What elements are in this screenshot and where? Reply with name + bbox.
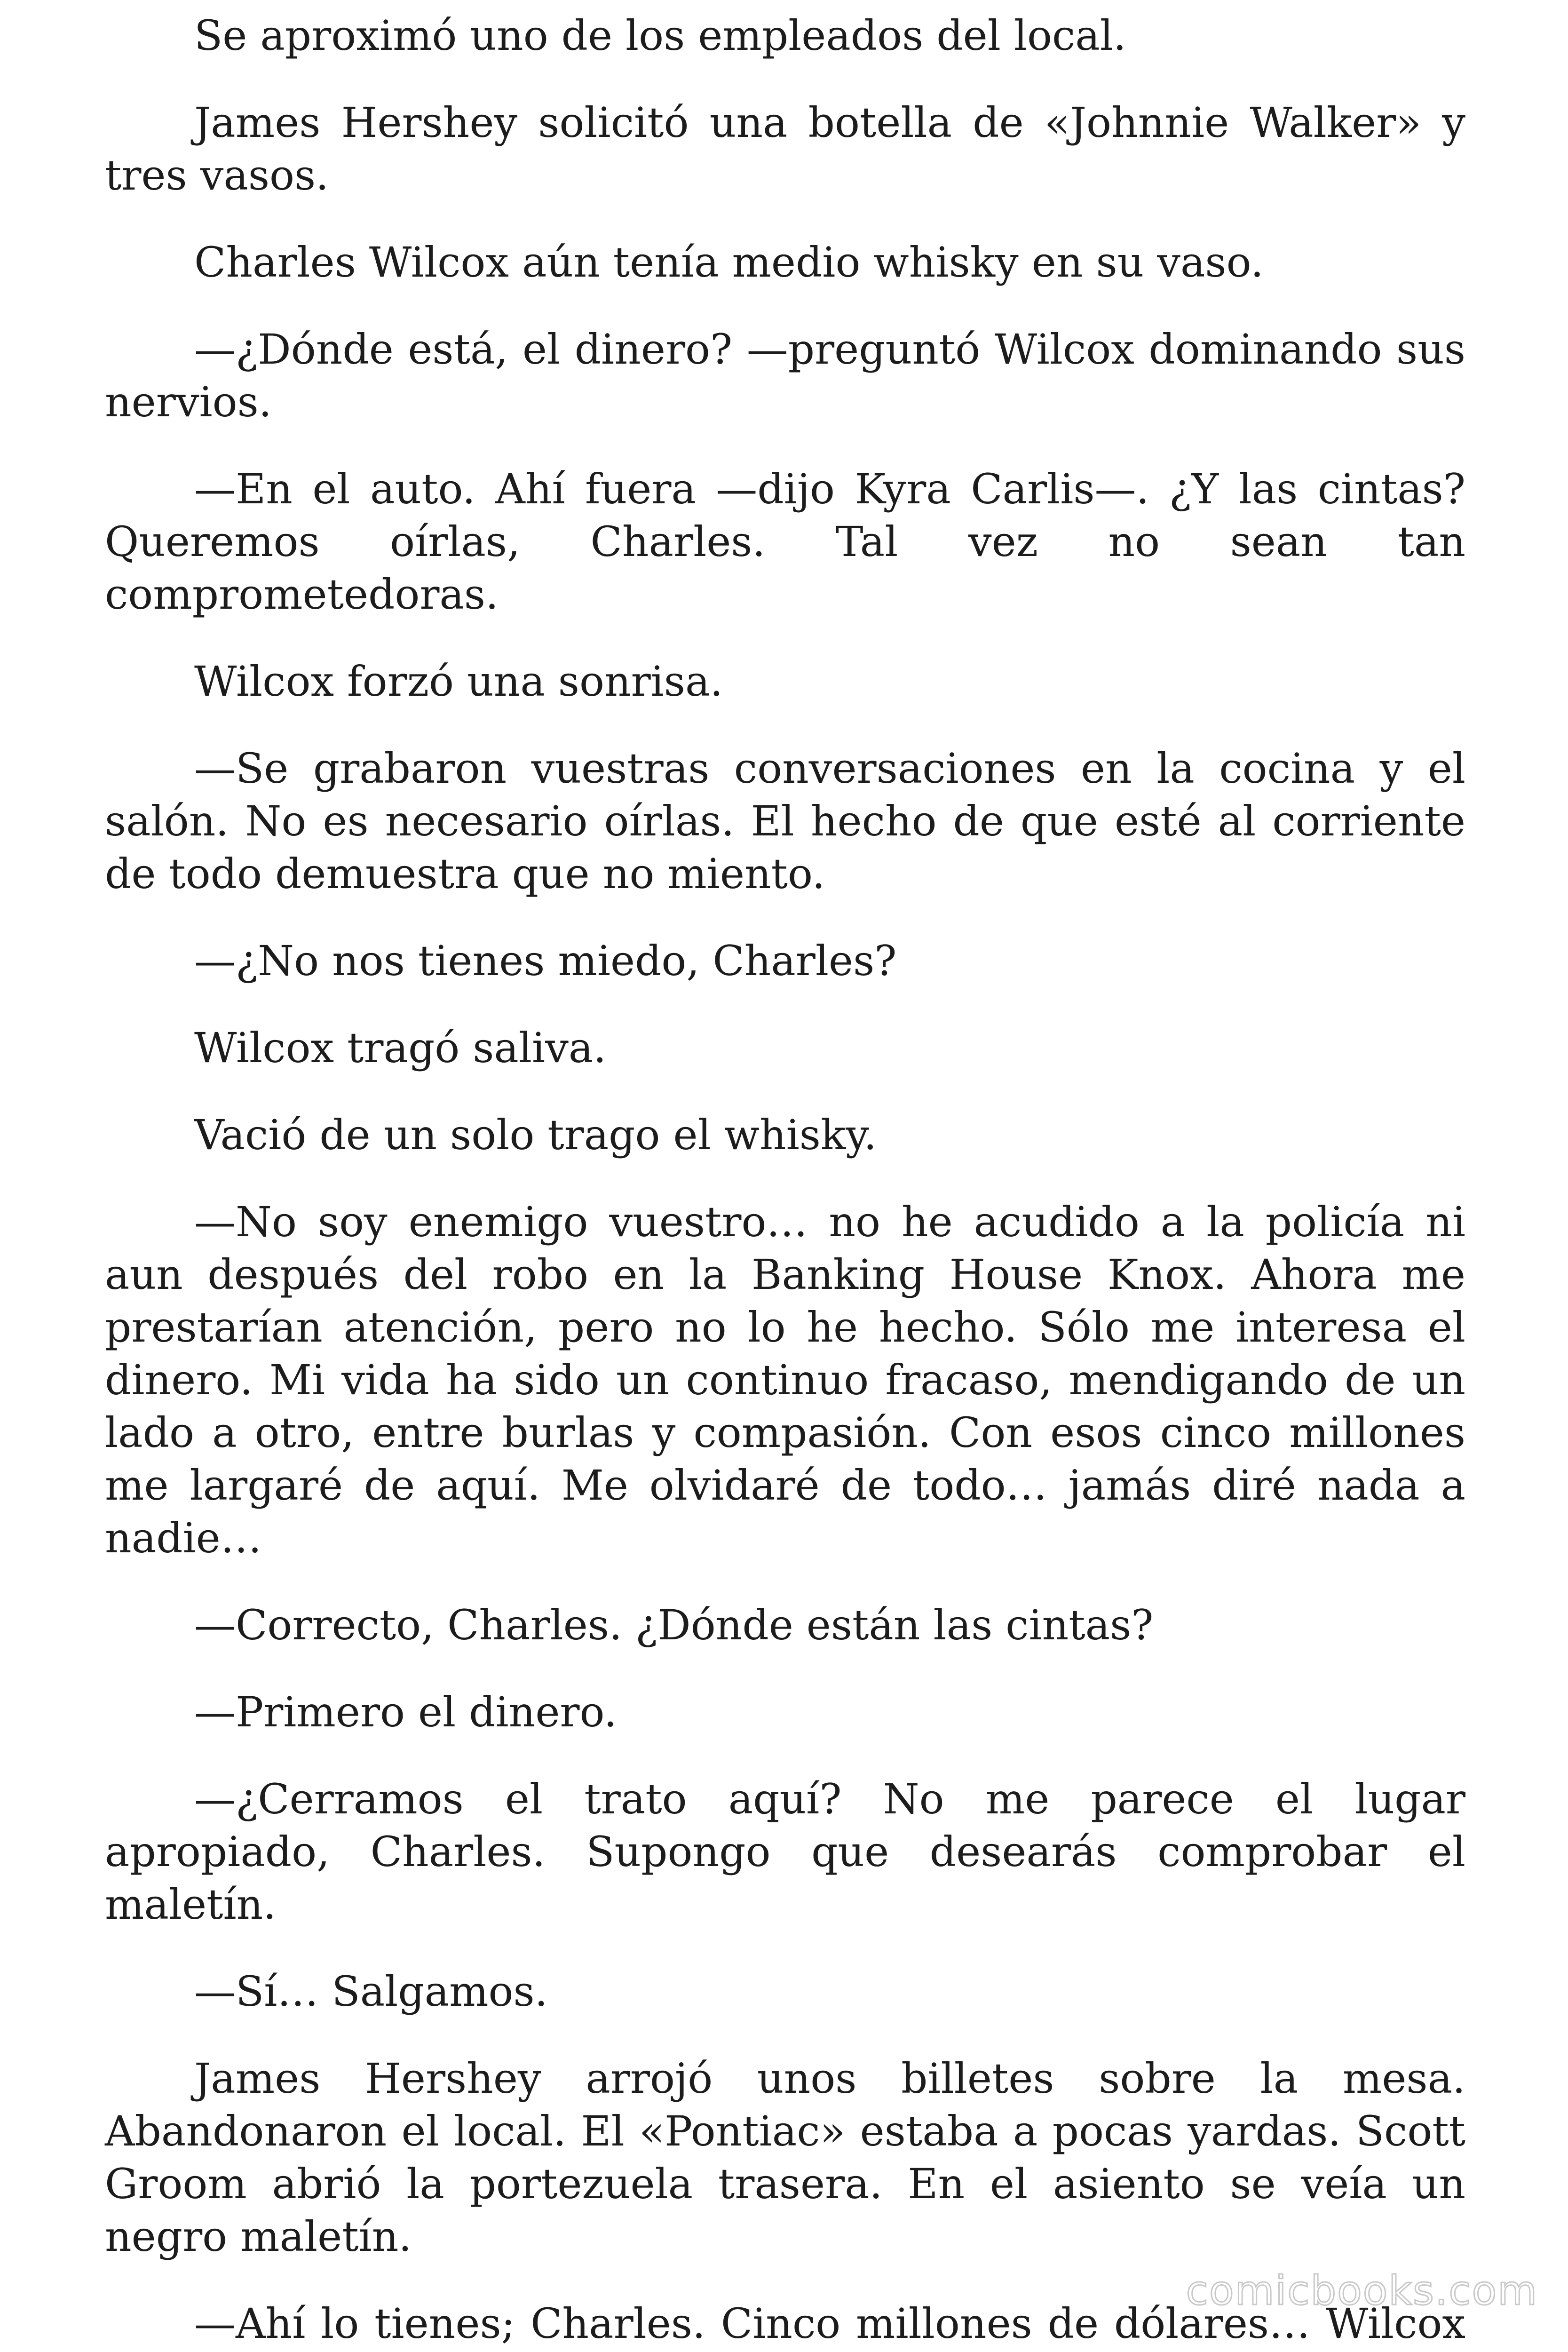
paragraph: —¿Dónde está, el dinero? —preguntó Wilcox dominando sus nervios. [105,325,1465,426]
paragraph: —Correcto, Charles. ¿Dónde están las cintas? [194,1601,1154,1649]
paragraph: —¿Cerramos el trato aquí? No me parece el lugar apropiado, Charles. Supongo que desearás comprobar el maletín. [105,1775,1465,1929]
paragraph: Se aproximó uno de los empleados del local. [194,11,1126,60]
paragraph: —No soy enemigo vuestro… no he acudido a la policía ni aun después del robo en la Banking House Knox. Ahora me prestarían atención, pero no lo he hecho. Sólo me interesa el dinero. Mi vida ha sido un continuo fracaso, mendigando de un lado a otro, entre burlas y compasión. Con esos cinco millones me largaré de aquí. Me olvidaré de todo… jamás diré nada a nadie… [105,1198,1465,1562]
paragraph: —Se grabaron vuestras conversaciones en la cocina y el salón. No es necesario oírlas. El hecho de que esté al corriente de todo demuestra que no miento. [105,744,1465,898]
paragraph: Wilcox forzó una sonrisa. [194,657,723,706]
paragraph: James Hershey arrojó unos billetes sobre la mesa. Abandonaron el local. El «Pontiac» estaba a pocas yardas. Scott Groom abrió la portezuela trasera. En el asiento se veía un negro maletín. [105,2054,1465,2261]
paragraph: —En el auto. Ahí fuera —dijo Kyra Carlis—. ¿Y las cintas? Queremos oírlas, Charles. Tal vez no sean tan comprometedoras. [105,465,1465,619]
paragraph: Charles Wilcox aún tenía medio whisky en su vaso. [194,238,1264,286]
paragraph: Wilcox tragó saliva. [194,1024,607,1072]
paragraph: —Sí… Salgamos. [194,1967,548,2016]
watermark: comicbooks.com [1186,2267,1538,2314]
paragraph: —¿No nos tienes miedo, Charles? [194,937,897,985]
body-text [105,9,1465,2352]
paragraph: —Ahí lo tienes; Charles. Cinco millones de dólares… Wilcox [194,2299,1465,2348]
paragraph: Vació de un solo trago el whisky. [194,1111,877,1159]
paragraph: —Primero el dinero. [194,1688,617,1736]
paragraph: James Hershey solicitó una botella de «Johnnie Walker» y tres vasos. [105,98,1465,199]
